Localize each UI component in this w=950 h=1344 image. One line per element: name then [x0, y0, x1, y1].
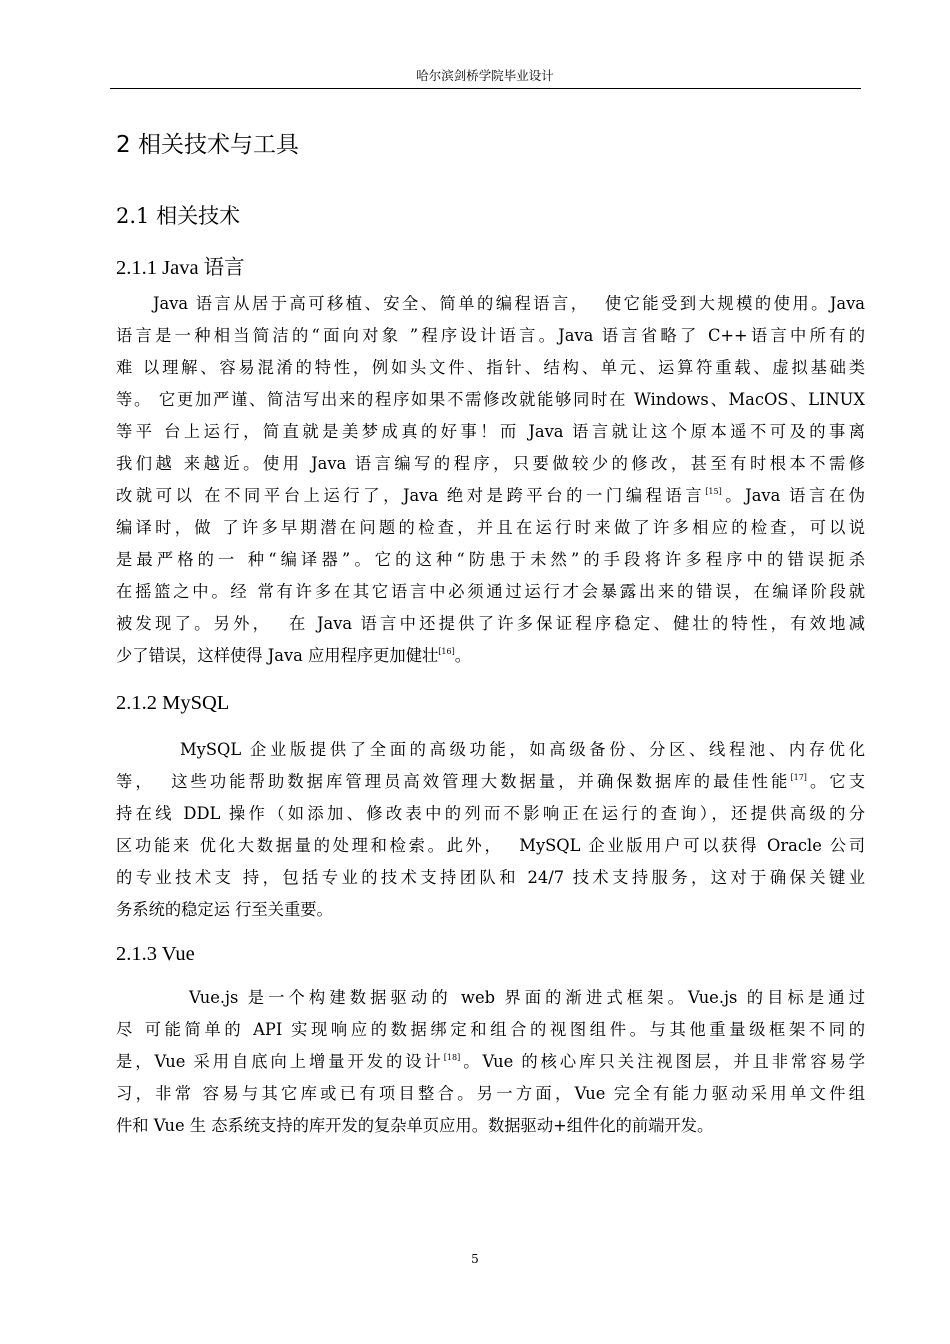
citation-16: [16] [438, 647, 455, 656]
line-text: 改就可以 在不同平台上运行了，Java 绝对是跨平台的一门编程语言 [116, 486, 706, 505]
line-text: 少了错误，这样使得 Java 应用程序更加健壮 [116, 646, 439, 665]
paragraph-java [116, 288, 865, 672]
line-text: 。它支 [806, 772, 865, 791]
paragraph-line: 件和 Vue 生 态系统支持的库开发的复杂单页应用。数据驱动+组件化的前端开发。 [116, 1116, 714, 1135]
citation-18: [18] [443, 1053, 461, 1062]
line-text: 。 [454, 646, 471, 665]
paragraph-line: 持在线 DDL 操作（如添加、修改表中的列而不影响正在运行的查询），还提供高级的分 [116, 804, 865, 823]
paragraph-line: 区功能来 优化大数据量的处理和检索。此外， MySQL 企业版用户可以获得 Oracle 公司 [116, 836, 865, 855]
paragraph-line: 在摇篮之中。经 常有许多在其它语言中必须通过运行才会暴露出来的错误，在编译阶段就 [116, 582, 865, 601]
paragraph-line: 等。 它更加严谨、简洁写出来的程序如果不需修改就能够同时在 Windows、MacOS、LINUX [116, 390, 865, 409]
running-header: 哈尔滨剑桥学院毕业设计 [416, 68, 554, 83]
paragraph-line: 等平 台上运行，简直就是美梦成真的好事！而 Java 语言就让这个原本遥不可及的事离 [116, 422, 865, 441]
subsection-title-java: 2.1.1 Java 语言 [116, 257, 245, 279]
paragraph-line: 习，非常 容易与其它库或已有项目整合。另一方面，Vue 完全有能力驱动采用单文件组 [116, 1084, 865, 1103]
paragraph-line: 务系统的稳定运 行至关重要。 [116, 900, 333, 919]
paragraph-line: 语言是一种相当简洁的“面向对象 ”程序设计语言。Java 语言省略了 C++语言中所有的 [116, 326, 865, 345]
paragraph-vue [116, 982, 865, 1142]
paragraph-line: Vue.js 是一个构建数据驱动的 web 界面的渐进式框架。Vue.js 的目标是通过 [189, 988, 865, 1007]
paragraph-line: 难 以理解、容易混淆的特性，例如头文件、指针、结构、单元、运算符重载、虚拟基础类 [116, 358, 865, 377]
paragraph-line: Java 语言从居于高可移植、安全、简单的编程语言， 使它能受到大规模的使用。Java [153, 294, 865, 313]
citation-15: [15] [705, 487, 722, 496]
chapter-title: 2 相关技术与工具 [116, 132, 299, 158]
paragraph-line: 尽 可能简单的 API 实现响应的数据绑定和组合的视图组件。与其他重量级框架不同的 [116, 1020, 865, 1039]
paragraph-line: 我们越 来越近。使用 Java 语言编写的程序，只要做较少的修改，甚至有时根本不需修 [116, 454, 865, 473]
paragraph-line: MySQL 企业版提供了全面的高级功能，如高级备份、分区、线程池、内存优化 [180, 740, 865, 759]
section-title: 2.1 相关技术 [116, 204, 241, 228]
paragraph-line: 的专业技术支 持，包括专业的技术支持团队和 24/7 技术支持服务，这对于确保关键业 [116, 868, 865, 887]
paragraph-line [116, 1046, 865, 1078]
header-divider [110, 88, 861, 89]
paragraph-line: 被发现了。另外， 在 Java 语言中还提供了许多保证程序稳定、健壮的特性，有效地减 [116, 614, 865, 633]
line-text: 是，Vue 采用自底向上增量开发的设计 [116, 1052, 444, 1071]
page-number: 5 [471, 1252, 479, 1266]
paragraph-line [116, 640, 865, 672]
line-text: 。Java 语言在伪 [721, 486, 865, 505]
paragraph-line [116, 480, 865, 512]
line-text: 。Vue 的核心库只关注视图层，并且非常容易学 [460, 1052, 865, 1071]
paragraph-line [116, 766, 865, 798]
subsection-title-mysql: 2.1.2 MySQL [116, 692, 230, 714]
paragraph-line: 是最严格的一 种“编译器”。它的这种“防患于未然”的手段将许多程序中的错误扼杀 [116, 550, 865, 569]
line-text: 等， 这些功能帮助数据库管理员高效管理大数据量，并确保数据库的最佳性能 [116, 772, 791, 791]
citation-17: [17] [790, 773, 807, 782]
paragraph-line: 编译时，做 了许多早期潜在问题的检查，并且在运行时来做了许多相应的检查，可以说 [116, 518, 865, 537]
subsection-title-vue: 2.1.3 Vue [116, 943, 195, 965]
paragraph-mysql [116, 734, 865, 926]
